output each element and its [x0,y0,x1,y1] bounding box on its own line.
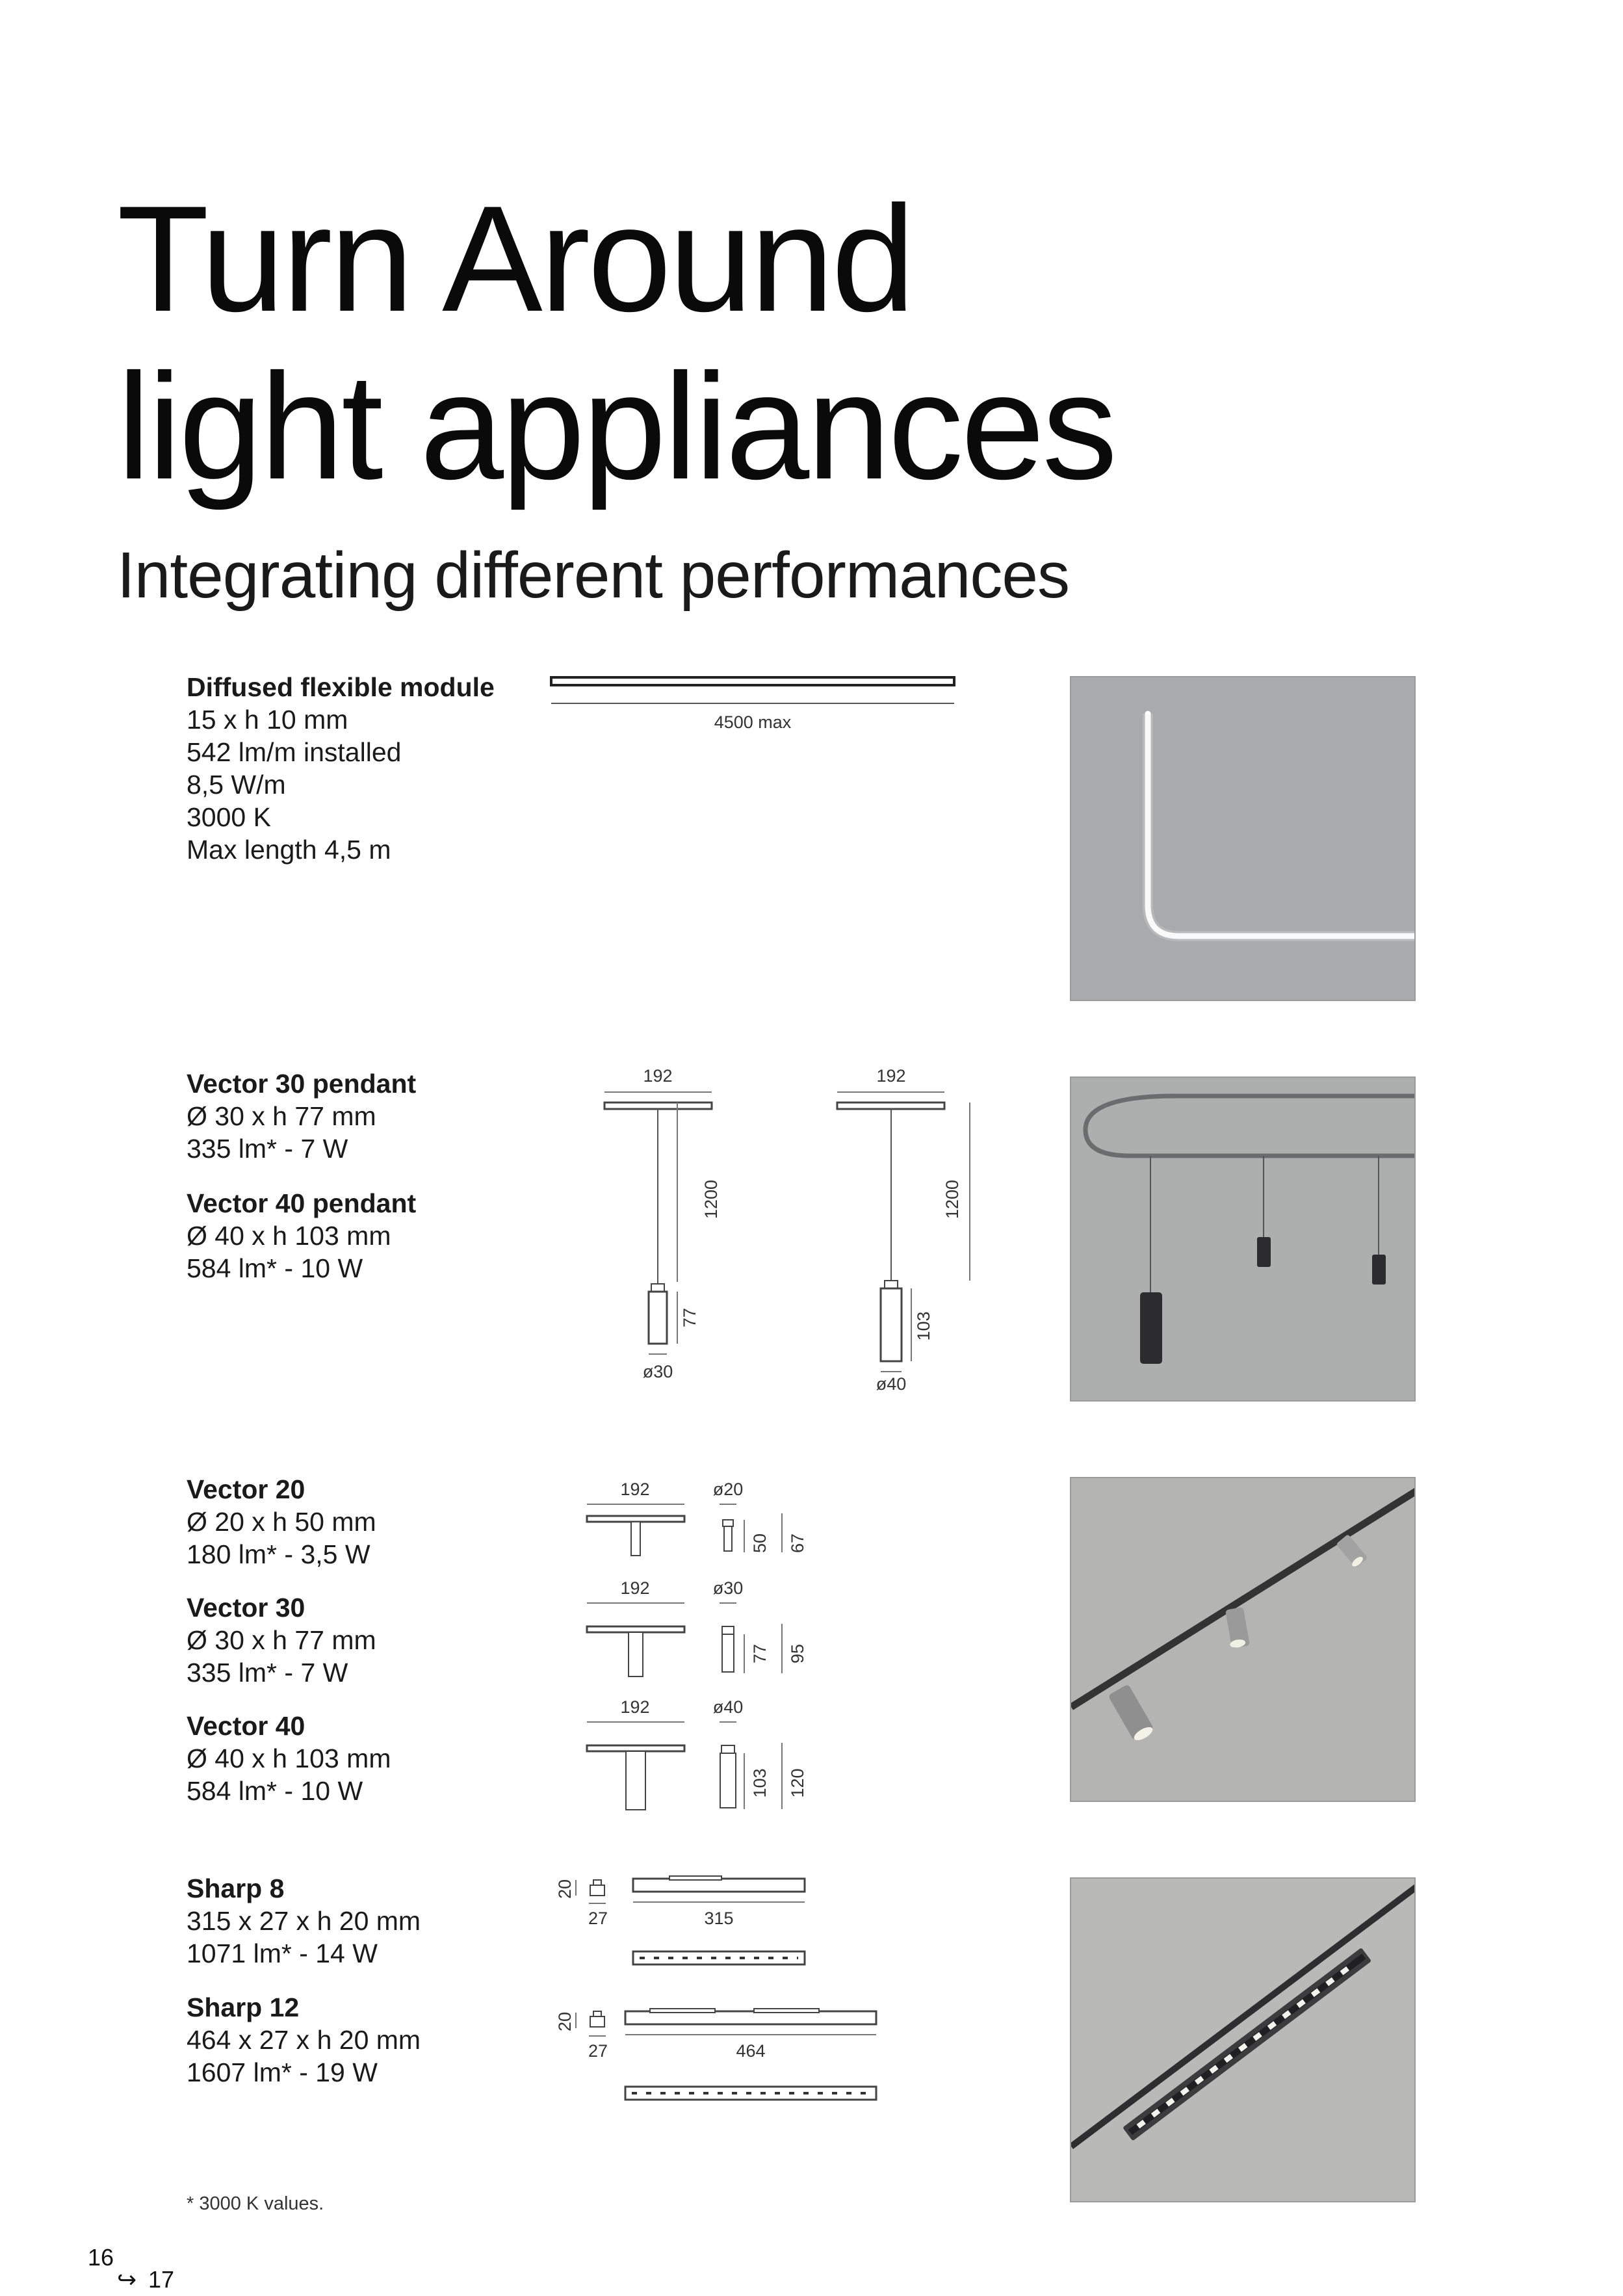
dim-width: 192 [620,1697,650,1717]
page-title [117,176,1115,511]
sharp8-drawing [546,1866,819,1976]
photo-diffused [1070,676,1416,1001]
dim-length: 464 [736,2041,766,2061]
dim-diameter: ø40 [876,1374,907,1394]
spec-sharp12 [187,1991,421,2089]
vector40-drawing [582,1693,829,1810]
photo-illustration [1071,1078,1416,1402]
dim-diameter: ø30 [642,1362,673,1381]
module-profile [551,677,954,685]
product-name: Sharp 12 [187,1992,300,2022]
dim-diameter: ø20 [712,1480,744,1499]
spec-line: 180 lm* - 3,5 W [187,1539,370,1569]
spec-line: Ø 40 x h 103 mm [187,1743,391,1773]
spec-line: Max length 4,5 m [187,835,391,865]
spec-line: 8,5 W/m [187,770,286,800]
spec-line: Ø 40 x h 103 mm [187,1221,391,1251]
diffused-drawing [546,670,962,741]
dim-height: 77 [680,1307,699,1328]
photo-vector-pendants [1070,1076,1416,1402]
product-name: Vector 30 pendant [187,1069,417,1099]
spec-line: 542 lm/m installed [187,737,402,767]
spec-vector40-pendant [187,1187,416,1285]
dim-width: 192 [620,1578,650,1598]
vector40-pendant-drawing [831,1060,974,1394]
spec-line: 1071 lm* - 14 W [187,1938,378,1968]
dim-height-2: 67 [788,1533,807,1554]
product-name: Diffused flexible module [187,672,495,702]
spec-line: 584 lm* - 10 W [187,1253,363,1283]
spec-line: 15 x h 10 mm [187,705,348,735]
page-arrow-icon: ↪ [117,2266,137,2293]
product-name: Sharp 8 [187,1873,285,1903]
dim-height-2: 95 [788,1643,807,1664]
title-line-1: Turn Around [117,175,913,343]
dim-height-1: 50 [750,1533,770,1554]
spec-diffused [187,671,495,866]
spec-line: 335 lm* - 7 W [187,1658,348,1688]
dim-width: 192 [876,1066,906,1086]
spec-line: Ø 20 x h 50 mm [187,1507,376,1537]
spec-vector30 [187,1591,376,1689]
title-line-2: light appliances [117,343,1115,511]
vector30-pendant-drawing [598,1060,728,1385]
spec-line: 315 x 27 x h 20 mm [187,1906,421,1936]
photo-illustration [1071,677,1416,1001]
dim-diameter: ø30 [712,1578,744,1598]
spec-line: Ø 30 x h 77 mm [187,1625,376,1655]
spec-sharp8 [187,1872,421,1970]
spec-vector20 [187,1473,376,1571]
photo-sharp [1070,1877,1416,2202]
product-name: Vector 40 pendant [187,1188,417,1218]
dim-width: 192 [643,1066,673,1086]
sharp12-drawing [546,1994,884,2111]
product-name: Vector 30 [187,1593,305,1623]
dim-width: 27 [588,1909,608,1928]
dim-diameter: ø40 [712,1697,744,1717]
dim-length: 4500 max [714,712,792,732]
spec-vector40 [187,1710,391,1807]
spec-line: 335 lm* - 7 W [187,1134,348,1164]
vector30-drawing [582,1574,829,1678]
spec-line: Ø 30 x h 77 mm [187,1101,376,1131]
spec-line: 1607 lm* - 19 W [187,2057,378,2087]
spec-vector30-pendant [187,1067,416,1165]
dim-width: 27 [588,2041,608,2061]
dim-height: 20 [555,1879,575,1899]
spec-line: 584 lm* - 10 W [187,1776,363,1806]
spec-line: 464 x 27 x h 20 mm [187,2025,421,2055]
dim-width: 192 [620,1480,650,1499]
dim-height-1: 77 [750,1643,770,1664]
dim-cable: 1200 [701,1179,721,1220]
page-number-right: 17 [148,2266,175,2293]
dim-height: 103 [914,1311,933,1341]
photo-vector-spots [1070,1477,1416,1802]
product-name: Vector 40 [187,1711,305,1741]
page-subtitle: Integrating different performances [117,539,1070,612]
dim-length: 315 [704,1909,734,1928]
photo-illustration [1071,1879,1416,2202]
vector20-drawing [582,1476,829,1567]
dim-cable: 1200 [942,1179,962,1220]
product-name: Vector 20 [187,1474,305,1504]
dim-height: 20 [555,2011,575,2032]
spec-line: 3000 K [187,802,271,832]
dim-height-1: 103 [750,1768,770,1798]
page-number-left: 16 [88,2244,114,2271]
dim-height-2: 120 [788,1768,807,1798]
footnote: * 3000 K values. [187,2193,324,2214]
photo-illustration [1071,1478,1416,1802]
